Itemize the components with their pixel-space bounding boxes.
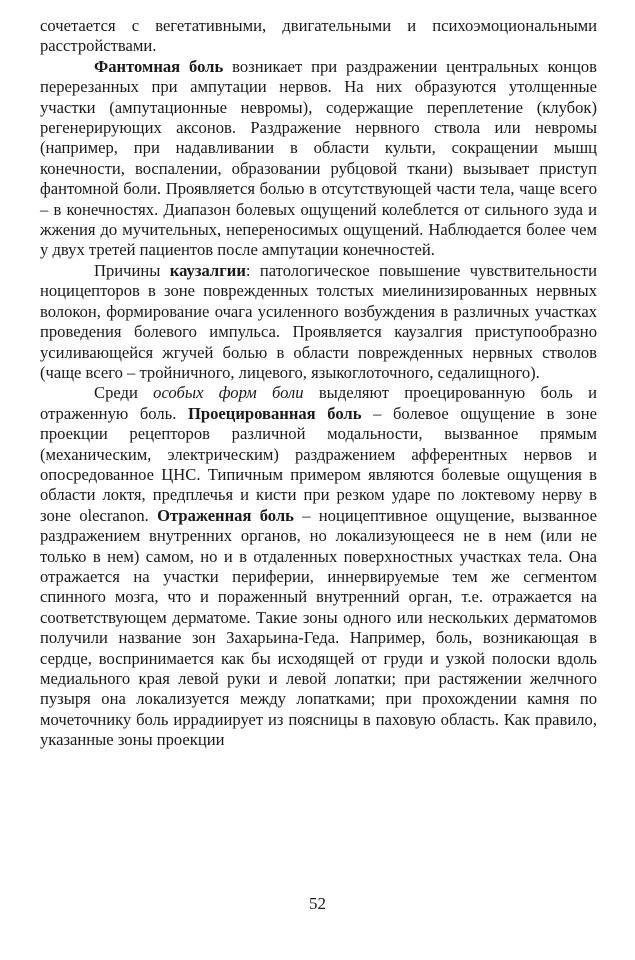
term-phantom-pain: Фантомная боль	[94, 56, 224, 76]
paragraph-text: – болевое ощущение в зоне проекции рецепторов различной модальности, вызванное прямым (механическим, электрическим) раздражением афферентных нервов и опосредованное ЦНС. Типичным примером являются болевые ощущения в области локтя, предплечья и кисти при резком ударе по локтевому нерву в зоне olecranon.	[40, 403, 597, 525]
paragraph-phantom-pain	[40, 57, 597, 261]
italic-special-forms: особых форм боли	[153, 383, 304, 403]
paragraph-lead: Среди	[94, 383, 154, 403]
paragraph-text: сочетается с вегетативными, двигательными и психоэмоциональными расстройствами.	[40, 16, 597, 56]
paragraph-causalgia	[40, 261, 597, 383]
term-projected-pain: Проецированная боль	[187, 403, 362, 423]
paragraph-continuation	[40, 16, 597, 57]
term-causalgia: каузалгии	[169, 260, 246, 280]
page-body	[40, 16, 597, 751]
paragraph-text: : патологическое повышение чувствительности ноцицепторов в зоне поврежденных толстых миелинизированных нервных волокон, формирование очага усиленного возбуждения в различных участках проведения болевого импульса. Проявляется каузалгия приступообразно усиливающейся жгучей болью в области поврежденных нервных стволов (чаще всего – тройничного, лицевого, языкоглоточного, седалищного).	[40, 260, 597, 382]
page-number: 52	[309, 894, 326, 913]
paragraph-text: выделяют проецированную боль и отраженную боль.	[40, 383, 598, 423]
paragraph-lead: Причины	[94, 260, 170, 280]
paragraph-text: – ноцицептивное ощущение, вызванное раздражением внутренних органов, но локализующееся не в нем (или не только в нем) самом, но и в отдаленных поверхностных участках тела. Она отражается на участки периферии, иннервируемые тем же сегментом спинного мозга, что и пораженный внутренний орган, т.е. отражается на соответствующем дерматоме. Такие зоны одного или нескольких дерматомов получили название зон Захарьина-Геда. Например, боль, возникающая в сердце, воспринимается как бы исходящей от груди и узкой полоски вдоль медиального края левой руки и левой лопатки; при растяжении желчного пузыря она локализуется между лопатками; при прохождении камня по мочеточнику боль иррадиирует из поясницы в паховую область. Как правило, указанные зоны проекции	[40, 505, 597, 750]
paragraph-text: возникает при раздражении центральных концов перерезанных при ампутации нервов. На них образуются утолщенные участки (ампутационные невромы), содержащие переплетение (клубок) регенерирующих аксонов. Раздражение нервного ствола или невромы (например, при надавливании в области культи, сокращении мышц конечности, воспалении, образовании рубцовой ткани) вызывает приступ фантомной боли. Проявляется болью в отсутствующей части тела, чаще всего – в конечностях. Диапазон болевых ощущений колеблется от сильного зуда и жжения до мучительных, непереносимых ощущений. Наблюдается более чем у двух третей пациентов после ампутации конечностей.	[40, 56, 597, 260]
term-referred-pain: Отраженная боль	[157, 505, 294, 525]
paragraph-special-pain-forms	[40, 383, 597, 750]
